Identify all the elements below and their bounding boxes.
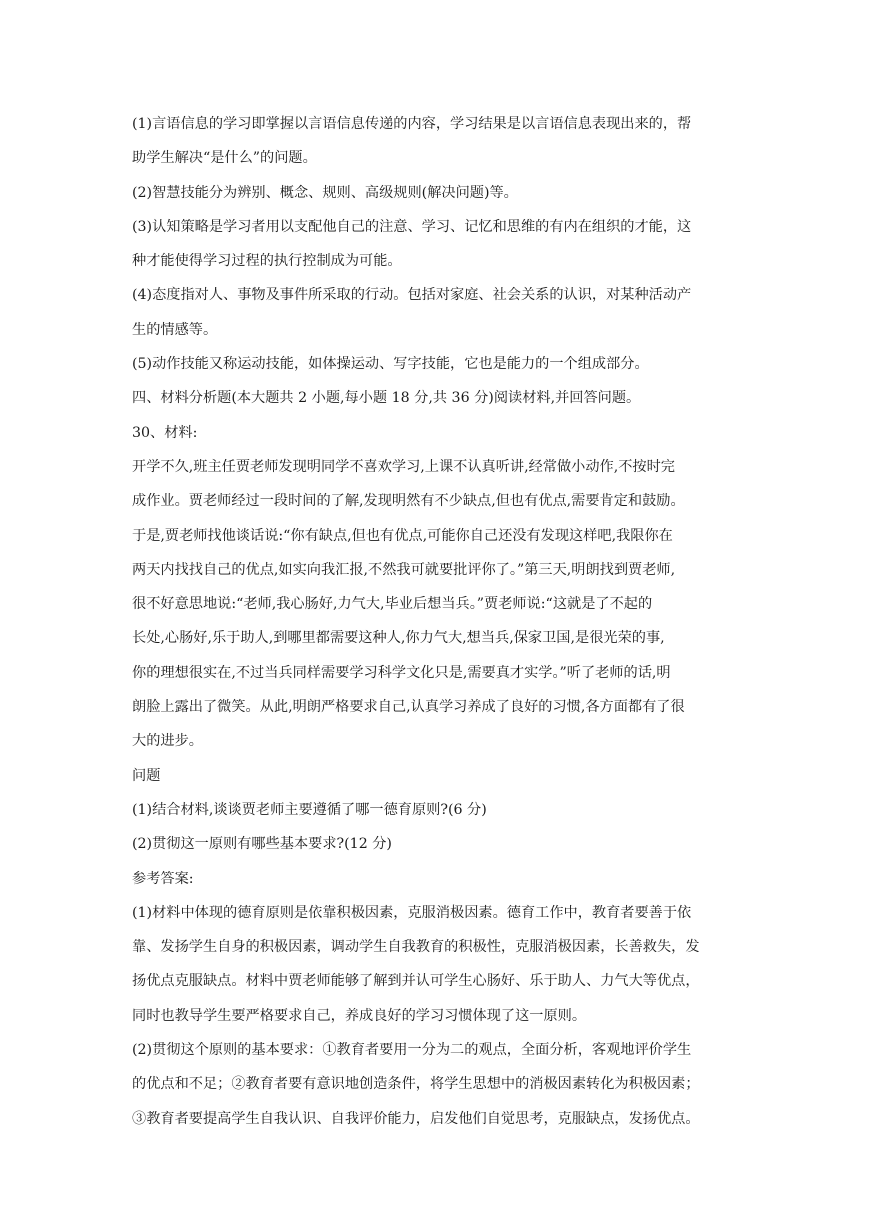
text-line: 开学不久,班主任贾老师发现明同学不喜欢学习,上课不认真听讲,经常做小动作,不按时完 bbox=[132, 458, 675, 475]
text-line: (2)贯彻这个原则的基本要求：①教育者要用一分为二的观点，全面分析，客观地评价学生 bbox=[132, 1042, 692, 1059]
answer-label: 参考答案: bbox=[132, 870, 194, 887]
text-line: 很不好意思地说:“老师,我心肠好,力气大,毕业后想当兵。”贾老师说:“这就是了不起的 bbox=[132, 596, 653, 613]
text-line: (5)动作技能又称运动技能，如体操运动、写字技能，它也是能力的一个组成部分。 bbox=[132, 356, 649, 373]
text-line: (3)认知策略是学习者用以支配他自己的注意、学习、记忆和思维的有内在组织的才能，这 bbox=[132, 218, 692, 235]
text-line: 靠、发扬学生自身的积极因素，调动学生自我教育的积极性，克服消极因素，长善救失，发 bbox=[132, 939, 700, 956]
text-line: (4)态度指对人、事物及事件所采取的行动。包括对家庭、社会关系的认识，对某种活动产 bbox=[132, 287, 692, 304]
text-line: 成作业。贾老师经过一段时间的了解,发现明然有不少缺点,但也有优点,需要肯定和鼓励。 bbox=[132, 493, 685, 510]
text-line: 扬优点克服缺点。材料中贾老师能够了解到并认可学生心肠好、乐于助人、力气大等优点， bbox=[132, 973, 700, 990]
document-page bbox=[132, 107, 744, 1136]
section-heading: 四、材料分析题(本大题共 2 小题,每小题 18 分,共 36 分)阅读材料,并回答问题。 bbox=[132, 390, 641, 407]
text-line: 于是,贾老师找他谈话说:“你有缺点,但也有优点,可能你自己还没有发现这样吧,我限你在 bbox=[132, 527, 673, 544]
text-line: (2)智慧技能分为辨别、概念、规则、高级规则(解决问题)等。 bbox=[132, 184, 518, 201]
text-line: 种才能使得学习过程的执行控制成为可能。 bbox=[132, 253, 402, 270]
text-line: 同时也教导学生要严格要求自己，养成良好的学习习惯体现了这一原则。 bbox=[132, 1007, 587, 1024]
text-line: (2)贯彻这一原则有哪些基本要求?(12 分) bbox=[132, 836, 392, 853]
text-line: (1)言语信息的学习即掌握以言语信息传递的内容，学习结果是以言语信息表现出来的，帮 bbox=[132, 116, 692, 132]
question-number: 30、材料: bbox=[132, 424, 198, 441]
text-line: (1)材料中体现的德育原则是依靠积极因素，克服消极因素。德育工作中，教育者要善于依 bbox=[132, 904, 692, 921]
text-line: 的优点和不足；②教育者要有意识地创造条件，将学生思想中的消极因素转化为积极因素； bbox=[132, 1076, 700, 1093]
question-label: 问题 bbox=[132, 767, 161, 784]
text-line: 你的理想很实在,不过当兵同样需要学习科学文化只是,需要真才实学。”听了老师的话,明 bbox=[132, 664, 671, 681]
text-line: 生的情感等。 bbox=[132, 321, 218, 338]
text-line: 朗脸上露出了微笑。从此,明朗严格要求自己,认真学习养成了良好的习惯,各方面都有了很 bbox=[132, 699, 685, 716]
text-line: ③教育者要提高学生自我认识、自我评价能力，启发他们自觉思考，克服缺点，发扬优点。 bbox=[132, 1110, 700, 1127]
text-line: 两天内找找自己的优点,如实向我汇报,不然我可就要批评你了。”第三天,明朗找到贾老师, bbox=[132, 561, 676, 578]
text-line: 大的进步。 bbox=[132, 733, 203, 750]
text-line: 长处,心肠好,乐于助人,到哪里都需要这种人,你力气大,想当兵,保家卫国,是很光荣的事, bbox=[132, 630, 665, 647]
text-line: 助学生解决“是什么”的问题。 bbox=[132, 150, 317, 167]
text-line: (1)结合材料,谈谈贾老师主要遵循了哪一德育原则?(6 分) bbox=[132, 801, 487, 818]
